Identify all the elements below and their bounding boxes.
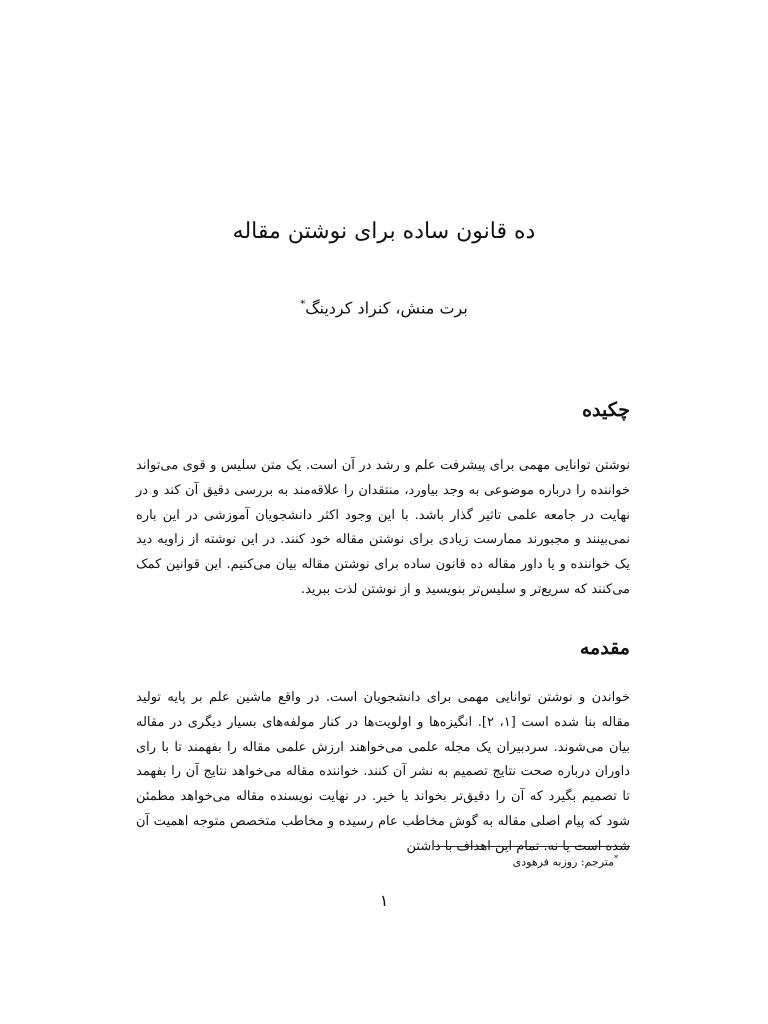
abstract-heading: چکیده xyxy=(582,399,630,421)
introduction-paragraph: خواندن و نوشتن توانایی مهمی برای دانشجویان است. در واقع ماشین علم بر پایه تولید مقاله بنا شده است [۱، ۲]. انگیزه‌ها و اولویت‌ها در کنار مولفه‌های بسیار دیگری در مقاله بیان می‌شوند. سردبیران یک مجله علمی می‌خواهند ارزش علمی مقاله را بفهمند تا با رای داوران درباره صحت نتایج تصمیم به نشر آن کنند. خواننده مقاله می‌خواهد نتایج آن را بفهمد تا تصمیم بگیرد که آن را دقیق‌تر بخواند یا خیر. در نهایت نویسنده مقاله می‌خواهد مطمئن شود که پیام اصلی مقاله به گوش مخاطب عام رسیده و مخاطب متخصص متوجه اهمیت آن شده است یا نه. تمام این اهداف با داشتن xyxy=(136,690,630,854)
author-line xyxy=(0,290,768,323)
page-title: ده قانون ساده برای نوشتن مقاله xyxy=(232,219,536,244)
footnote-divider xyxy=(434,846,630,847)
page-number: ۱ xyxy=(379,891,389,910)
footnote-text: مترجم: روزبه فرهودی xyxy=(512,855,614,869)
footnote-marker: * xyxy=(614,854,618,863)
introduction-heading: مقدمه xyxy=(579,637,630,659)
translator-footnote xyxy=(513,850,618,872)
author-names: برت منش، کنراد کردینگ xyxy=(305,298,468,318)
abstract-paragraph: نوشتن توانایی مهمی برای پیشرفت علم و رشد در آن است. یک متن سلیس و قوی می‌تواند خواننده را درباره موضوعی به وجد بیاورد، منتقدان را علاقه‌مند به بررسی دقیق آن کند و در نهایت در جامعه علمی تاثیر گذار باشد. با این وجود اکثر دانشجویان آموزشی در این باره نمی‌بینند و مجبورند ممارست زیادی برای نوشتن مقاله خود کنند. در این نوشته از زاویه دید یک خواننده و یا داور مقاله ده قانون ساده برای نوشتن مقاله بیان می‌کنیم. این قوانین کمک می‌کنند که سریع‌تر و سلیس‌تر بنویسید و از نوشتن لذت ببرید. xyxy=(136,458,630,597)
author-footnote-marker: * xyxy=(300,299,306,310)
